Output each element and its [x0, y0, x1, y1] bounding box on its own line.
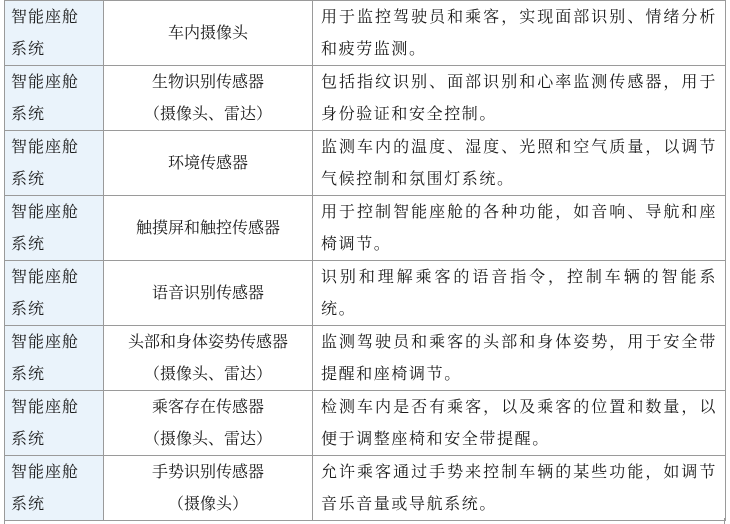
- system-label-line: 系统: [11, 234, 46, 253]
- table-row: [5, 131, 726, 196]
- sensor-cell: [104, 261, 313, 326]
- description-cell: 识别和理解乘客的语音指令，控制车辆的智能系统。: [313, 261, 726, 326]
- system-label-line: 智能座舱: [11, 462, 80, 481]
- table-row: [5, 196, 726, 261]
- description-cell: 用于控制智能座舱的各种功能，如音响、导航和座椅调节。: [313, 196, 726, 261]
- sensor-name: 触摸屏和触控传感器: [135, 218, 280, 237]
- sensor-name: 头部和身体姿势传感器: [127, 332, 288, 351]
- sensor-table: [4, 0, 726, 521]
- description-cell: 允许乘客通过手势来控制车辆的某些功能，如调节音乐音量或导航系统。: [313, 456, 726, 521]
- system-label-line: 系统: [11, 364, 46, 383]
- system-label-line: 系统: [11, 104, 46, 123]
- system-label-line: 系统: [11, 429, 46, 448]
- sensor-cell: [104, 196, 313, 261]
- sensor-cell: [104, 1, 313, 66]
- sensor-name: 手势识别传感器: [151, 462, 264, 481]
- sensor-cell: [104, 391, 313, 456]
- description-cell: 包括指纹识别、面部识别和心率监测传感器，用于身份验证和安全控制。: [313, 66, 726, 131]
- table-continuation-edge: [4, 518, 725, 524]
- description-cell: 检测车内是否有乘客，以及乘客的位置和数量，以便于调整座椅和安全带提醒。: [313, 391, 726, 456]
- table-row: [5, 391, 726, 456]
- system-label-line: 系统: [11, 169, 46, 188]
- table-row: [5, 1, 726, 66]
- table-row: [5, 456, 726, 521]
- system-label-line: 智能座舱: [11, 137, 80, 156]
- system-label-line: 智能座舱: [11, 397, 80, 416]
- description-cell: 监测驾驶员和乘客的头部和身体姿势，用于安全带提醒和座椅调节。: [313, 326, 726, 391]
- sensor-note: （摄像头）: [167, 494, 248, 513]
- system-cell: [5, 391, 104, 456]
- system-label-line: 智能座舱: [11, 267, 80, 286]
- system-label-line: 智能座舱: [11, 72, 80, 91]
- table-row: [5, 261, 726, 326]
- description-cell: 监测车内的温度、湿度、光照和空气质量，以调节气候控制和氛围灯系统。: [313, 131, 726, 196]
- sensor-name: 语音识别传感器: [151, 283, 264, 302]
- sensor-cell: [104, 66, 313, 131]
- table-row: [5, 326, 726, 391]
- sensor-cell: [104, 456, 313, 521]
- system-label-line: 智能座舱: [11, 202, 80, 221]
- sensor-note: （摄像头、雷达）: [143, 364, 272, 383]
- system-label-line: 系统: [11, 39, 46, 58]
- sensor-name: 生物识别传感器: [151, 72, 264, 91]
- sensor-name: 车内摄像头: [167, 23, 248, 42]
- sensor-note: （摄像头、雷达）: [143, 429, 272, 448]
- system-cell: [5, 326, 104, 391]
- description-cell: 用于监控驾驶员和乘客，实现面部识别、情绪分析和疲劳监测。: [313, 1, 726, 66]
- system-cell: [5, 456, 104, 521]
- sensor-name: 环境传感器: [167, 153, 248, 172]
- sensor-name: 乘客存在传感器: [151, 397, 264, 416]
- sensor-cell: [104, 131, 313, 196]
- system-cell: [5, 261, 104, 326]
- system-label-line: 系统: [11, 299, 46, 318]
- system-label-line: 系统: [11, 494, 46, 513]
- sensor-cell: [104, 326, 313, 391]
- system-cell: [5, 196, 104, 261]
- system-cell: [5, 131, 104, 196]
- system-cell: [5, 1, 104, 66]
- system-cell: [5, 66, 104, 131]
- system-label-line: 智能座舱: [11, 7, 80, 26]
- system-label-line: 智能座舱: [11, 332, 80, 351]
- sensor-note: （摄像头、雷达）: [143, 104, 272, 123]
- table-row: [5, 66, 726, 131]
